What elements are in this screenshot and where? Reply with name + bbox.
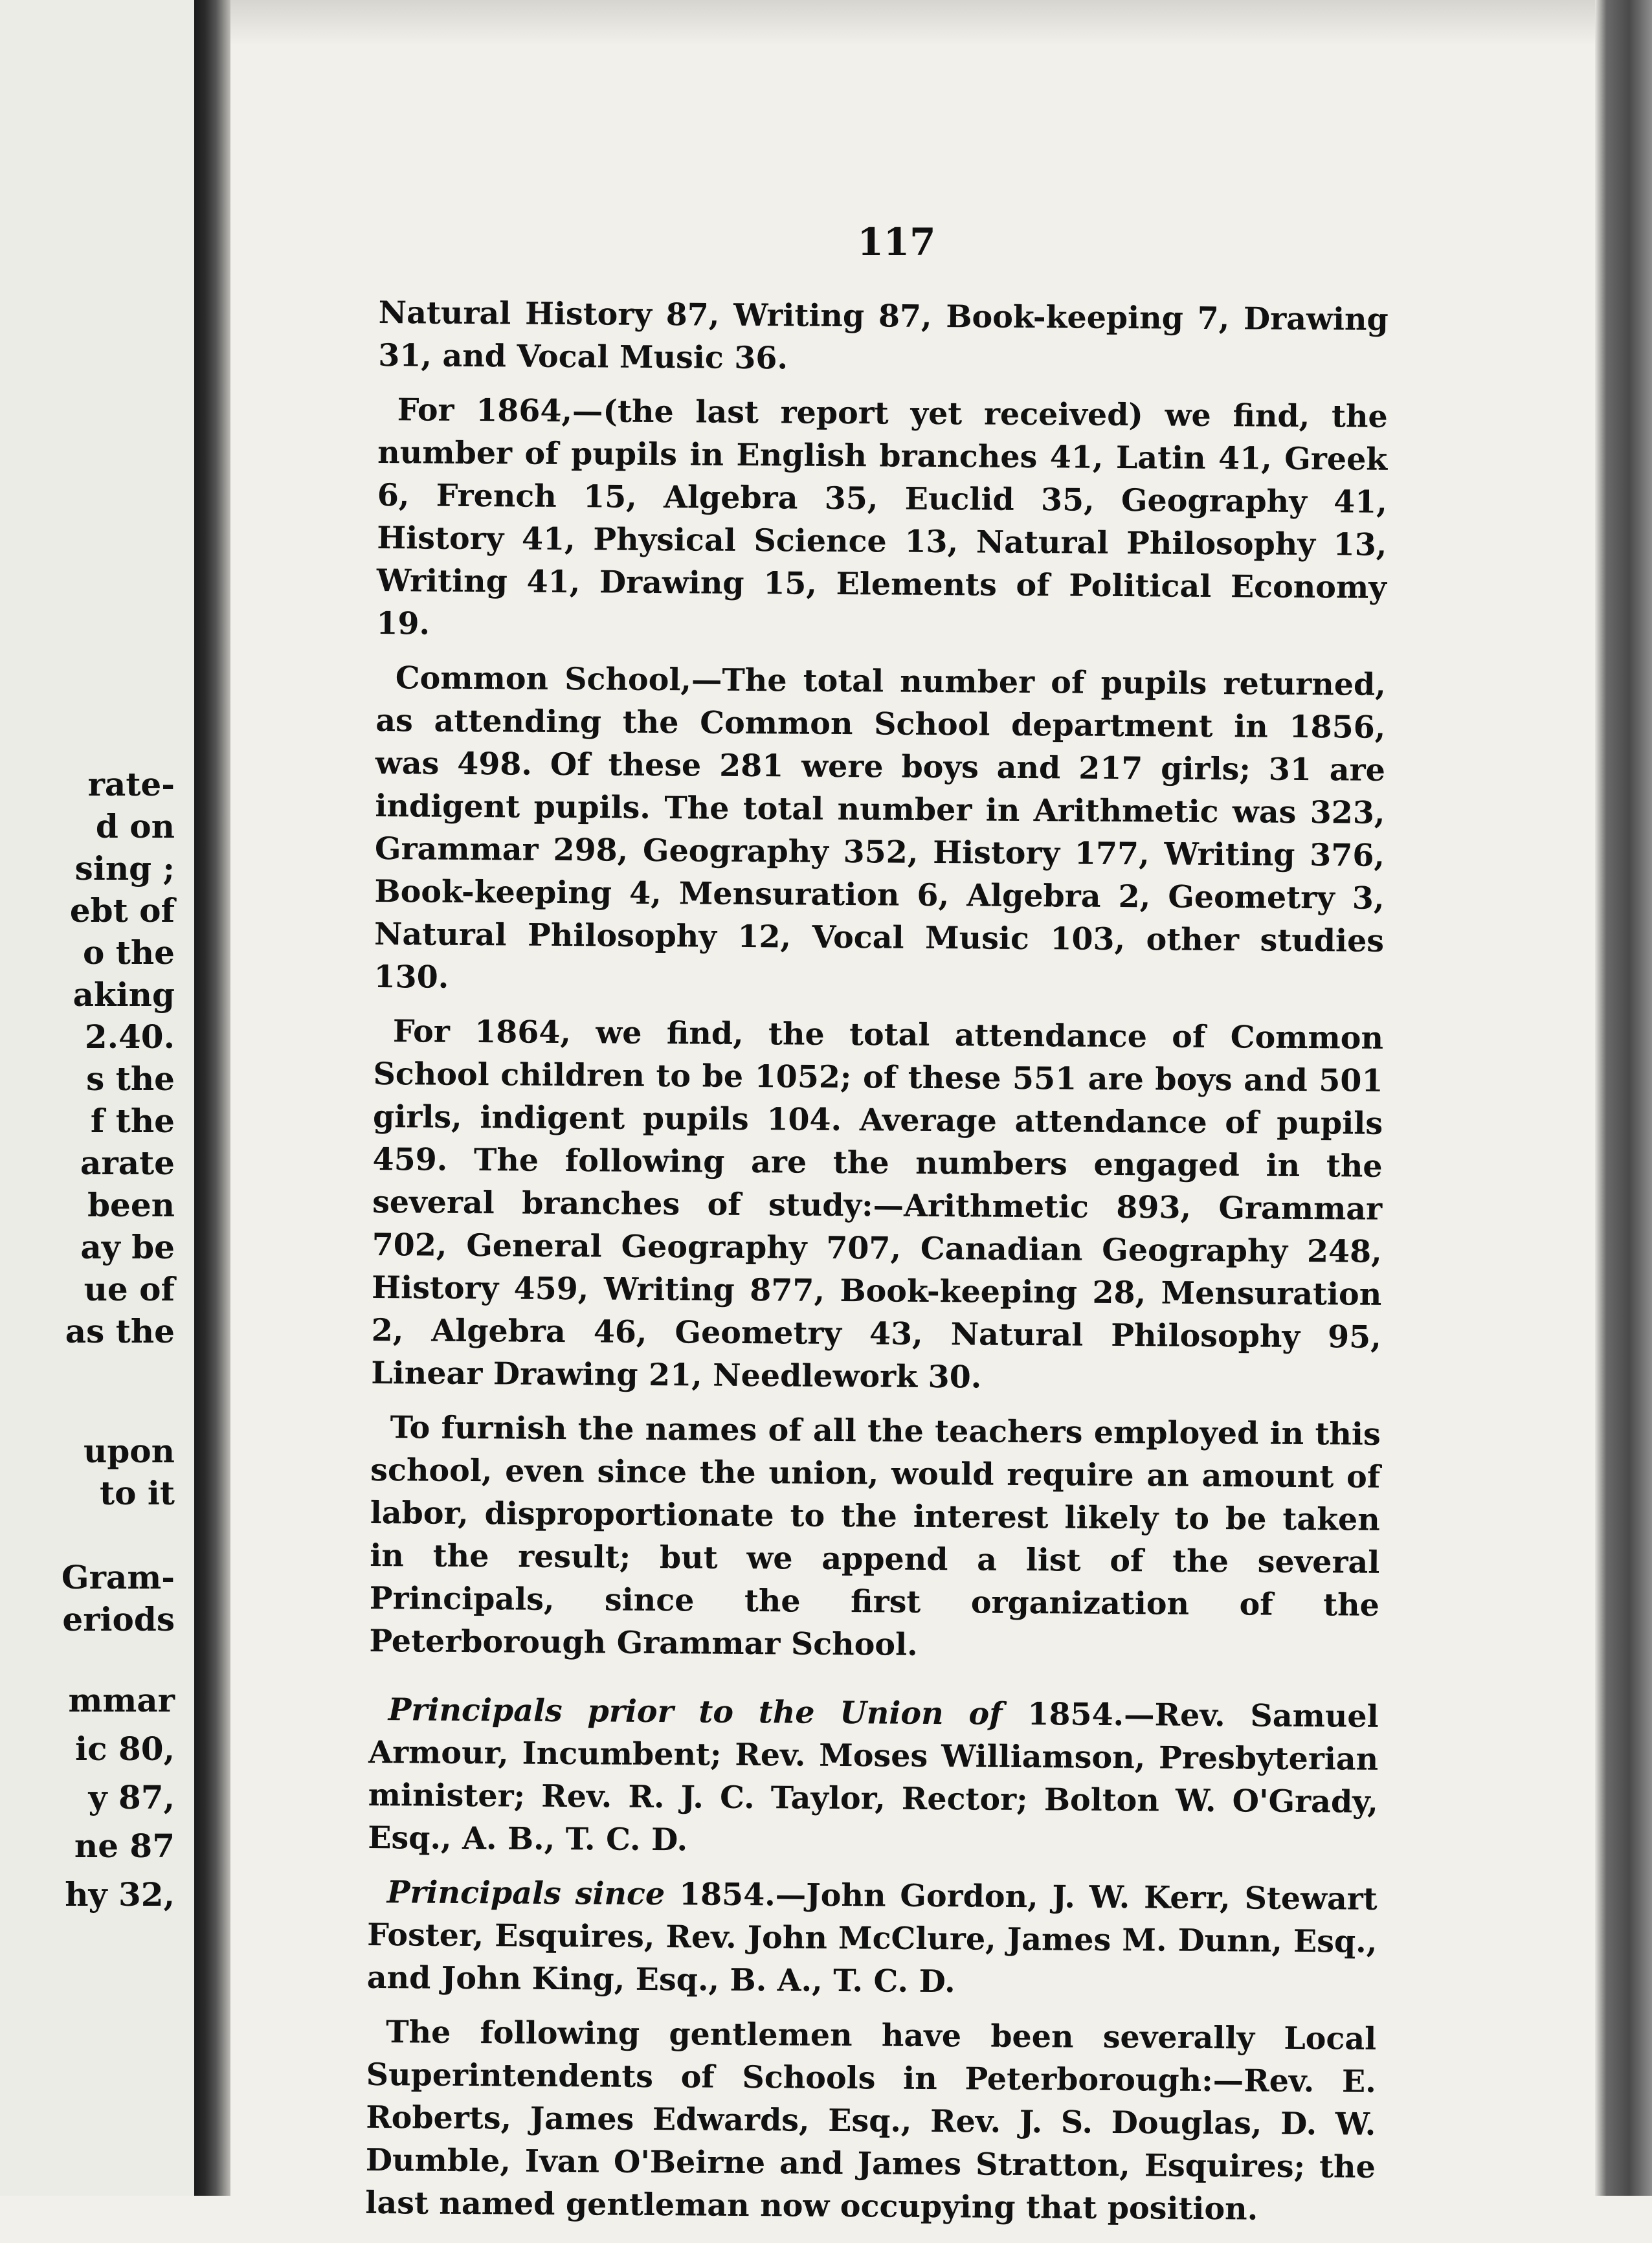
facing-page-fragment: ue of [84,1270,175,1308]
facing-page-fragment: Gram- [61,1558,175,1596]
paragraph-text: 1854.—John Gordon, J. W. Kerr, Stewart Foster, Esquires, Rev. John McClure, James M. Dunn, Esq., and John King, Esq., B. A., T. C. D. [366,1876,1378,2000]
facing-page-fragment: been [87,1186,175,1224]
page-stack-edge [1595,0,1652,2196]
facing-page-fragment: as the [65,1312,175,1350]
facing-page-fragment: hy 32, [65,1875,175,1914]
facing-page-fragment: ay be [80,1228,175,1266]
italic-lead: Principals prior to the Union of [388,1691,1003,1732]
facing-page-fragment: s the [86,1060,175,1098]
paragraph: Common School,—The total number of pupils returned, as attending the Common School department in 1856, was 498. Of these 281 were boys and 217 girls; 31 are indigent pupils. The total number in Arithmetic was 323, Grammar 298, Geography 352, History 177, Writing 376, Book-keeping 4, Mensuration 6, Algebra 2, Geometry 3, Natural Philosophy 12, Vocal Music 103, other studies 130. [374,660,1386,996]
paragraph: For 1864, we find, the total attendance of Common School children to be 1052; of these 551 are boys and 501 girls, indigent pupils 104. Average attendance of pupils 459. The following are the numbers engaged in the several branches of study:—Arithmetic 893, Grammar 702, General Geography 707, Canadian Geography 248, History 459, Writing 877, Book-keeping 28, Mensuration 2, Algebra 46, Geometry 43, Natural Philosophy 95, Linear Drawing 21, Needlework 30. [371,1013,1384,1396]
page-number: 117 [857,220,936,264]
page-body [365,291,1389,2243]
facing-page-fragment: ic 80, [75,1730,175,1768]
facing-page-edge [0,0,194,2196]
italic-lead: Principals since [386,1874,665,1913]
facing-page-fragment: ebt of [69,891,175,930]
paragraph: The following gentlemen have been severally Local Superintendents of Schools in Peterborough:—Rev. E. Roberts, James Edwards, Esq., Rev. J. S. Douglas, D. W. Dumble, Ivan O'Beirne and James Stratton, Esquires; the last named gentleman now occupying that position. [365,2014,1377,2227]
paragraph: To furnish the names of all the teachers employed in this school, even since the union, would require an amount of labor, disproportionate to the interest likely to be taken in the result; but we append a list of the several Principals, since the first organization of the Peterborough Grammar School. [369,1409,1381,1663]
facing-page-fragment: f the [90,1102,175,1140]
printed-page [359,214,1395,2227]
facing-page-fragment: upon [83,1432,175,1470]
facing-page-fragment: 2.40. [84,1018,175,1056]
facing-page-fragment: to it [100,1474,175,1512]
facing-page-fragment: o the [82,933,175,972]
facing-page-fragment: rate- [87,765,175,803]
facing-page-fragment: d on [95,807,175,845]
facing-page-fragment: arate [80,1144,175,1182]
facing-page-fragment: mmar [68,1681,175,1719]
principals-since-paragraph [367,1871,1378,2006]
page-top-edge [230,0,1595,45]
paragraph: Natural History 87, Writing 87, Book-keeping 7, Drawing 31, and Vocal Music 36. [378,294,1389,377]
facing-page-fragment: ne 87 [74,1827,175,1865]
facing-page-fragment: sing ; [74,849,175,887]
facing-page-fragment: eriods [62,1600,175,1638]
principals-prior-paragraph [368,1688,1379,1866]
paragraph: For 1864,—(the last report yet received) we find, the number of pupils in English branches 41, Latin 41, Greek 6, French 15, Algebra 35, Euclid 35, Geography 41, History 41, Physical Science 13, Natural Philosophy 13, Writing 41, Drawing 15, Elements of Political Economy 19. [376,392,1388,642]
facing-page-fragment: aking [73,976,175,1014]
facing-page-fragment: y 87, [88,1778,175,1816]
binding-gutter [194,0,230,2196]
paragraph-text: 1854.—Rev. Samuel Armour, Incumbent; Rev. Moses Williamson, Presbyterian minister; Rev. R. J. C. Taylor, Rector; Bolton W. O'Grady, Esq., A. B., T. C. D. [368,1695,1379,1858]
